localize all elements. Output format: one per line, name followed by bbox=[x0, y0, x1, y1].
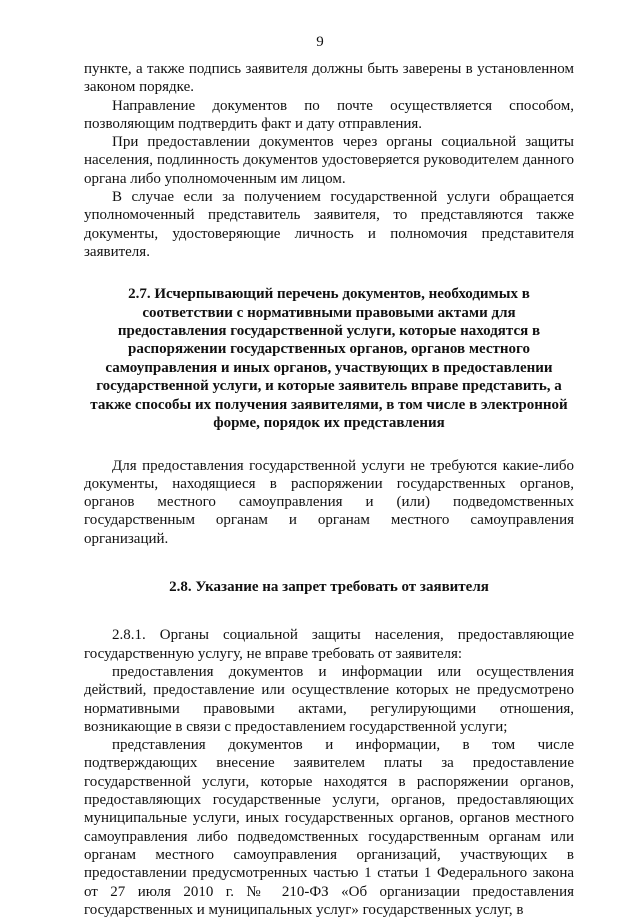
spacer bbox=[84, 548, 574, 578]
paragraph-authorized-representative: В случае если за получением государственной услуги обращается уполномоченный представитель заявителя, то представляются также документы, удостоверяющие личность и полномочия представителя заявителя. bbox=[84, 189, 574, 260]
paragraph-social-protection-verification: При предоставлении документов через органы социальной защиты населения, подлинность документов удостоверяется руководителем данного органа либо уполномоченным им лицом. bbox=[84, 134, 574, 187]
section-2-7-heading: 2.7. Исчерпывающий перечень документов, необходимых в соответствии с нормативными правовыми актами для предоставления государственной услуги, которые находятся в распоряжении государственных органов, органов местного самоуправления и иных органов, участвующих в предоставлении государственной услуги, и которые заявитель вправе представить, а также способы их получения заявителями, в том числе в электронной форме, порядок их представления bbox=[90, 286, 568, 432]
section-2-7-paragraph: Для предоставления государственной услуги не требуются какие-либо документы, находящиеся в распоряжении государственных органов, органов местного самоуправления и (или) подведомственных государственным органам и органам местного самоуправления организаций. bbox=[84, 457, 574, 547]
section-2-8-item-documents: представления документов и информации, в том числе подтверждающих внесение заявителем платы за предоставление государственной услуги, которые находятся в распоряжении органов, предоставляющих государственные услуги, органов, предоставляющих муниципальные услуги, иных государственных органов, органов местного самоуправления либо подведомственных государственным органам или органам местного самоуправления организаций, участвующих в предоставлении предусмотренных частью 1 статьи 1 Федерального закона от 27 июля 2010 г. № 210-ФЗ «Об организации предоставления государственных и муниципальных услуг» государственных услуг, в bbox=[84, 737, 574, 918]
section-2-8-1-paragraph: 2.8.1. Органы социальной защиты населения, предоставляющие государственную услугу, не вправе требовать от заявителя: bbox=[84, 627, 574, 662]
spacer bbox=[84, 596, 574, 626]
page-number: 9 bbox=[316, 34, 324, 50]
spacer bbox=[84, 261, 574, 285]
section-2-8-item-actions: предоставления документов и информации или осуществления действий, предоставление или осуществление которых не предусмотрено нормативными правовыми актами, регулирующими отношения, возникающие в связи с предоставлением государственной услуги; bbox=[84, 664, 574, 735]
paragraph-continuation: пункте, а также подпись заявителя должны быть заверены в установленном законом порядке. bbox=[84, 61, 574, 96]
paragraph-mail-delivery: Направление документов по почте осуществляется способом, позволяющим подтвердить факт и дату отправления. bbox=[84, 97, 574, 132]
section-2-8-heading: 2.8. Указание на запрет требовать от заявителя bbox=[169, 579, 489, 595]
spacer bbox=[84, 433, 574, 457]
page-content bbox=[84, 60, 574, 919]
